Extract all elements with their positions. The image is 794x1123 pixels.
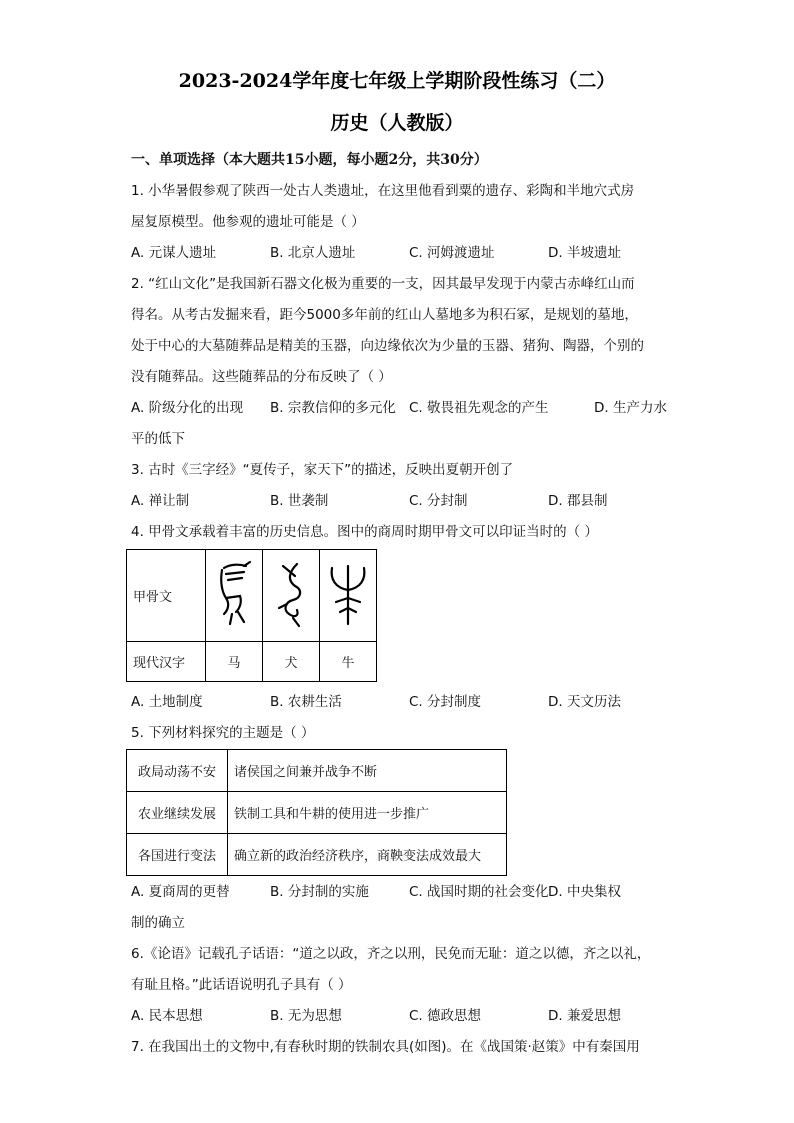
material-value: 确立新的政治经济秩序，商鞅变法成效最大 [228,834,507,876]
q5-option-a[interactable]: A. 夏商周的更替 [131,884,230,900]
q1-option-b[interactable]: B. 北京人遗址 [270,245,356,261]
q1-line2: 屋复原模型。他参观的遗址可能是（ ） [131,214,365,230]
material-value: 铁制工具和牛耕的使用进一步推广 [228,792,507,834]
q5-option-d[interactable]: D. 中央集权 [548,884,621,900]
q6-option-d[interactable]: D. 兼爱思想 [548,1008,621,1024]
q3-line1: 3. 古时《三字经》“夏传子，家天下”的描述，反映出夏朝开创了 [131,462,514,478]
q6-option-c[interactable]: C. 德政思想 [409,1008,482,1024]
material-key: 农业继续发展 [127,792,228,834]
oracle-horse-icon [210,558,258,630]
q1-option-a[interactable]: A. 元谋人遗址 [131,245,217,261]
q5-option-c[interactable]: C. 战国时期的社会变化 [409,884,549,900]
q2-option-d[interactable]: D. 生产力水 [594,400,667,416]
q3-option-c[interactable]: C. 分封制 [409,493,468,509]
q6-option-b[interactable]: B. 无为思想 [270,1008,342,1024]
oracle-ox-icon [320,558,376,630]
oracle-bone-table [126,549,377,682]
q3-option-d[interactable]: D. 郡县制 [548,493,608,509]
oracle-glyph-ox [320,550,377,642]
q5-option-b[interactable]: B. 分封制的实施 [270,884,369,900]
material-key: 政局动荡不安 [127,750,228,792]
exam-title: 2023-2024学年度七年级上学期阶段性练习（二） [178,70,616,92]
q5-options [131,882,676,902]
q2-line3: 处于中心的大墓随葬品是精美的玉器，向边缘依次为少量的玉器、猪狗、陶器，个别的 [131,338,644,354]
q2-option-c[interactable]: C. 敬畏祖先观念的产生 [409,400,549,416]
oracle-glyph-horse [206,550,263,642]
q2-line1: 2. “红山文化”是我国新石器文化极为重要的一支，因其最早发现于内蒙古赤峰红山而 [131,276,635,292]
q6-line1: 6.《论语》记载孔子话语：“道之以政，齐之以刑，民免而无耻：道之以德，齐之以礼， [131,946,651,962]
q1-option-d[interactable]: D. 半坡遗址 [548,245,621,261]
q4-options [131,692,676,712]
q2-options [131,398,676,418]
section-heading: 一、单项选择（本大题共15小题，每小题2分，共30分） [131,152,488,168]
q4-option-b[interactable]: B. 农耕生活 [270,694,342,710]
q4-line1: 4. 甲骨文承载着丰富的历史信息。图中的商周时期甲骨文可以印证当时的（ ） [131,524,598,540]
q3-options [131,491,676,511]
q4-option-a[interactable]: A. 土地制度 [131,694,203,710]
q2-line4: 没有随葬品。这些随葬品的分布反映了（ ） [131,369,392,385]
modern-char-horse: 马 [206,642,263,682]
q1-options [131,243,676,263]
q6-option-a[interactable]: A. 民本思想 [131,1008,203,1024]
exam-subtitle: 历史（人教版） [330,112,464,134]
q2-option-b[interactable]: B. 宗教信仰的多元化 [270,400,396,416]
q6-options [131,1006,676,1026]
q3-option-b[interactable]: B. 世袭制 [270,493,329,509]
q5-option-d-cont: 制的确立 [131,915,185,931]
q4-option-d[interactable]: D. 天文历法 [548,694,621,710]
q6-line2: 有耻且格。”此话语说明孔子具有（ ） [131,977,352,993]
q1-option-c[interactable]: C. 河姆渡遗址 [409,245,495,261]
material-value: 诸侯国之间兼并战争不断 [228,750,507,792]
modern-char-dog: 犬 [263,642,320,682]
oracle-row-label: 甲骨文 [127,550,206,642]
q7-line1: 7. 在我国出土的文物中,有春秋时期的铁制农具(如图)。在《战国策·赵策》中有秦国用 [131,1039,640,1055]
q2-option-a[interactable]: A. 阶级分化的出现 [131,400,244,416]
q3-option-a[interactable]: A. 禅让制 [131,493,190,509]
material-table [126,749,507,876]
q1-line1: 1. 小华暑假参观了陕西一处古人类遗址，在这里他看到粟的遗存、彩陶和半地穴式房 [131,183,635,199]
oracle-dog-icon [267,558,315,630]
material-key: 各国进行变法 [127,834,228,876]
modern-char-ox: 牛 [320,642,377,682]
q2-line2: 得名。从考古发掘来看，距今5000多年前的红山人墓地多为积石冢，是规划的墓地， [131,307,638,323]
oracle-glyph-dog [263,550,320,642]
q4-option-c[interactable]: C. 分封制度 [409,694,482,710]
q5-line1: 5. 下列材料探究的主题是（ ） [131,725,315,741]
q2-option-d-cont: 平的低下 [131,431,185,447]
modern-row-label: 现代汉字 [127,642,206,682]
